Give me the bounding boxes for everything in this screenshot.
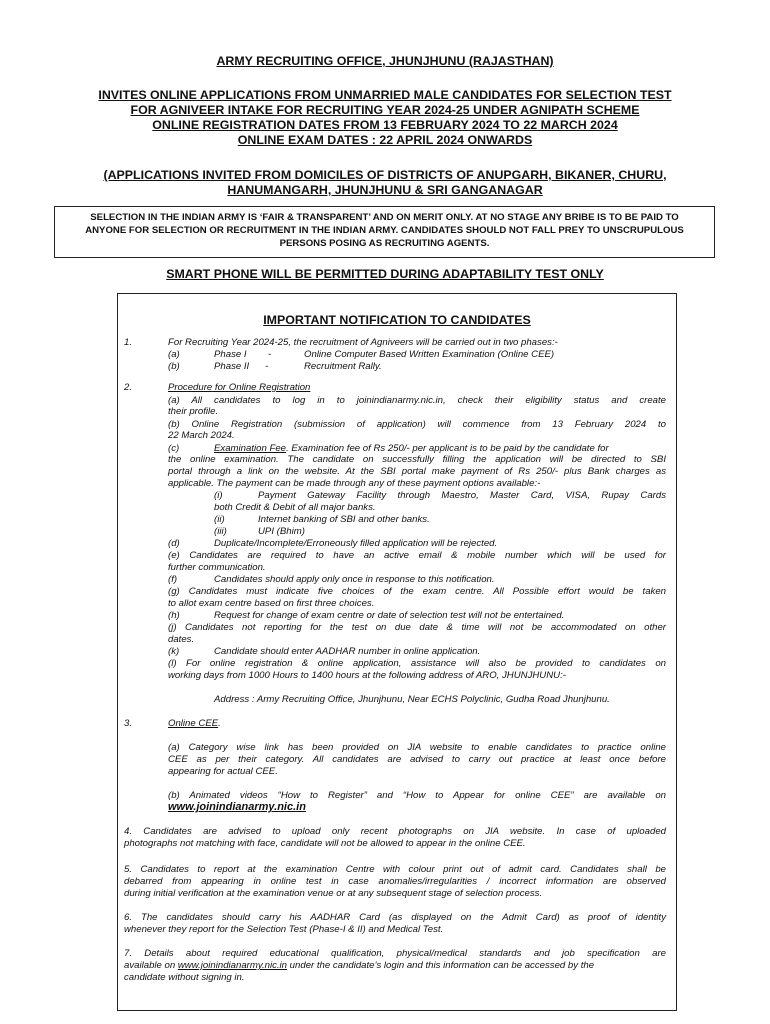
s2-cii-text: Internet banking of SBI and other banks. xyxy=(258,514,430,525)
s2-a-line1: (a) All candidates to log in to joinindianarmy.nic.in, check their eligibility status and create xyxy=(168,395,666,406)
jia-website-link[interactable]: www.joinindianarmy.nic.in xyxy=(168,801,306,813)
s2-c-label: (c) xyxy=(168,443,180,454)
s6-line1: 6. The candidates should carry his AADHAR Card (as displayed on the Admit Card) as proof of identity xyxy=(124,912,666,923)
s2-e-line1: (e) Candidates are required to have an active email & mobile number which will be used for xyxy=(168,550,666,561)
s2-f-text: Candidates should apply only once in response to this notification. xyxy=(214,574,495,585)
s2-l-line2: working days from 1000 Hours to 1400 hours at the following address of ARO, JHUNJHUNU:- xyxy=(168,670,566,681)
s7-line2-start: available on xyxy=(124,960,178,971)
header-agniveer-line: FOR AGNIVEER INTAKE FOR RECRUITING YEAR 2024-25 UNDER AGNIPATH SCHEME xyxy=(130,103,640,117)
section-3-dot: . xyxy=(218,718,221,729)
s3-a-line3: appearing for actual CEE. xyxy=(168,766,278,777)
s2-j-line2: dates. xyxy=(168,634,195,645)
s4-line1: 4. Candidates are advised to upload only recent photographs on JIA website. In case of uploaded xyxy=(124,826,666,837)
section-3-number: 3. xyxy=(124,718,133,729)
phase-a-label: (a) xyxy=(168,349,180,360)
s2-ciii-text: UPI (Bhim) xyxy=(258,526,305,537)
header-exam-dates: ONLINE EXAM DATES : 22 APRIL 2024 ONWARDS xyxy=(237,133,533,147)
aro-address: Address : Army Recruiting Office, Jhunjhunu, Near ECHS Polyclinic, Gudha Road Jhunjhunu. xyxy=(214,694,610,705)
notification-title: IMPORTANT NOTIFICATION TO CANDIDATES xyxy=(263,313,531,327)
s2-ci-label: (i) xyxy=(214,490,223,501)
header-districts-line2: HANUMANGARH, JHUNJHUNU & SRI GANGANAGAR xyxy=(227,183,543,197)
s2-ci-line2: both Credit & Debit of all major banks. xyxy=(214,502,376,513)
section-3-heading xyxy=(168,718,221,729)
s2-c-line1 xyxy=(214,443,609,454)
s2-c-line2: the online examination. The candidate on successfully filling the application will be directed to SBI xyxy=(168,454,666,465)
s2-g-line2: to allot exam centre based on first three choices. xyxy=(168,598,375,609)
phase-a-dash: - xyxy=(268,349,272,360)
section-1-number: 1. xyxy=(124,337,133,348)
fair-selection-notice xyxy=(54,206,715,258)
s7-line2-end: under the candidate’s login and this information can be accessed by the xyxy=(287,960,595,971)
s2-c-line3: portal through a link on the website. At the SBI portal make payment of Rs 250/- plus Bank charges as xyxy=(168,466,666,477)
s5-line2: debarred from appearing in online test in case anomalies/irregularities / incorrect information are observed xyxy=(124,876,666,887)
phase-b-dash: - xyxy=(265,361,269,372)
phase-b-desc: Recruitment Rally. xyxy=(304,361,382,372)
header-office: ARMY RECRUITING OFFICE, JHUNJHUNU (RAJASTHAN) xyxy=(216,54,554,68)
header-registration-dates: ONLINE REGISTRATION DATES FROM 13 FEBRUARY 2024 TO 22 MARCH 2024 xyxy=(152,118,618,132)
s2-d-label: (d) xyxy=(168,538,180,549)
s5-line1: 5. Candidates to report at the examination Centre with colour print out of admit card. Candidates shall be xyxy=(124,864,666,875)
s2-k-label: (k) xyxy=(168,646,180,657)
phase-a-name: Phase I xyxy=(214,349,247,360)
s2-c-line4: applicable. The payment can be made through any of these payment options available:- xyxy=(168,478,541,489)
s5-line3: during initial verification at the examination venue or at any subsequent stage of selection process. xyxy=(124,888,543,899)
s2-h-text: Request for change of exam centre or date of selection test will not be entertained. xyxy=(214,610,565,621)
s6-line2: whenever they report for the Selection Test (Phase-I & II) and Medical Test. xyxy=(124,924,444,935)
notice-line: ANYONE FOR SELECTION OR RECRUITMENT IN THE INDIAN ARMY. CANDIDATES SHOULD NOT FALL PREY TO UNSCRUPULOUS xyxy=(85,225,684,236)
exam-fee-title: Examination Fee xyxy=(214,443,286,454)
s2-j-line1: (j) Candidates not reporting for the test on due date & time will not be accommodated on other xyxy=(168,622,666,633)
phase-a-desc: Online Computer Based Written Examination (Online CEE) xyxy=(304,349,555,360)
section-2-number: 2. xyxy=(124,382,133,393)
s7-line2 xyxy=(124,960,594,971)
s2-cii-label: (ii) xyxy=(214,514,225,525)
notice-line: SELECTION IN THE INDIAN ARMY IS ‘FAIR & TRANSPARENT’ AND ON MERIT ONLY. AT NO STAGE ANY BRIBE IS TO BE PAID TO xyxy=(90,212,679,223)
s2-ci-line1: Payment Gateway Facility through Maestro, Master Card, VISA, Rupay Cards xyxy=(258,490,666,501)
section-2-title: Procedure for Online Registration xyxy=(168,382,311,393)
section-1-text: For Recruiting Year 2024-25, the recruitment of Agniveers will be carried out in two phases:- xyxy=(168,337,558,348)
s2-g-line1: (g) Candidates must indicate five choices of the exam centre. All Possible effort would be taken xyxy=(168,586,666,597)
s2-l-line1: (l) For online registration & online application, assistance will also be provided to candidates on xyxy=(168,658,666,669)
s7-line1: 7. Details about required educational qualification, physical/medical standards and job specification are xyxy=(124,948,666,959)
s2-k-text: Candidate should enter AADHAR number in online application. xyxy=(214,646,481,657)
phase-b-label: (b) xyxy=(168,361,180,372)
notice-line: PERSONS POSING AS RECRUITING AGENTS. xyxy=(279,238,490,249)
s2-ciii-label: (iii) xyxy=(214,526,227,537)
s3-b-line1: (b) Animated videos “How to Register” and “How to Appear for online CEE” are available on xyxy=(168,790,666,801)
s2-e-line2: further communication. xyxy=(168,562,266,573)
phase-b-name: Phase II xyxy=(214,361,250,372)
section-3-title: Online CEE xyxy=(168,718,219,729)
s2-f-label: (f) xyxy=(168,574,178,585)
s3-a-line2: CEE as per their category. All candidates are advised to carry out practice at least once before xyxy=(168,754,666,765)
s2-b-line2: 22 March 2024. xyxy=(168,430,235,441)
smartphone-notice: SMART PHONE WILL BE PERMITTED DURING ADAPTABILITY TEST ONLY xyxy=(166,267,604,281)
s3-a-line1: (a) Category wise link has been provided on JIA website to enable candidates to practice online xyxy=(168,742,666,753)
s4-line2: photographs not matching with face, candidate will not be allowed to appear in the online CEE. xyxy=(124,838,526,849)
s2-a-line2: their profile. xyxy=(168,406,219,417)
header-invite-line: INVITES ONLINE APPLICATIONS FROM UNMARRIED MALE CANDIDATES FOR SELECTION TEST xyxy=(98,88,672,102)
exam-fee-text: . Examination fee of Rs 250/- per applicant is to be paid by the candidate for xyxy=(286,443,609,454)
header-districts-line1: (APPLICATIONS INVITED FROM DOMICILES OF DISTRICTS OF ANUPGARH, BIKANER, CHURU, xyxy=(103,168,667,182)
jia-website-link-2[interactable]: www.joinindianarmy.nic.in xyxy=(177,960,288,971)
s2-b-line1: (b) Online Registration (submission of application) will commence from 13 February 2024 to xyxy=(168,419,666,430)
s2-d-text: Duplicate/Incomplete/Erroneously filled application will be rejected. xyxy=(214,538,498,549)
s2-h-label: (h) xyxy=(168,610,180,621)
s7-line3: candidate without signing in. xyxy=(124,972,245,983)
